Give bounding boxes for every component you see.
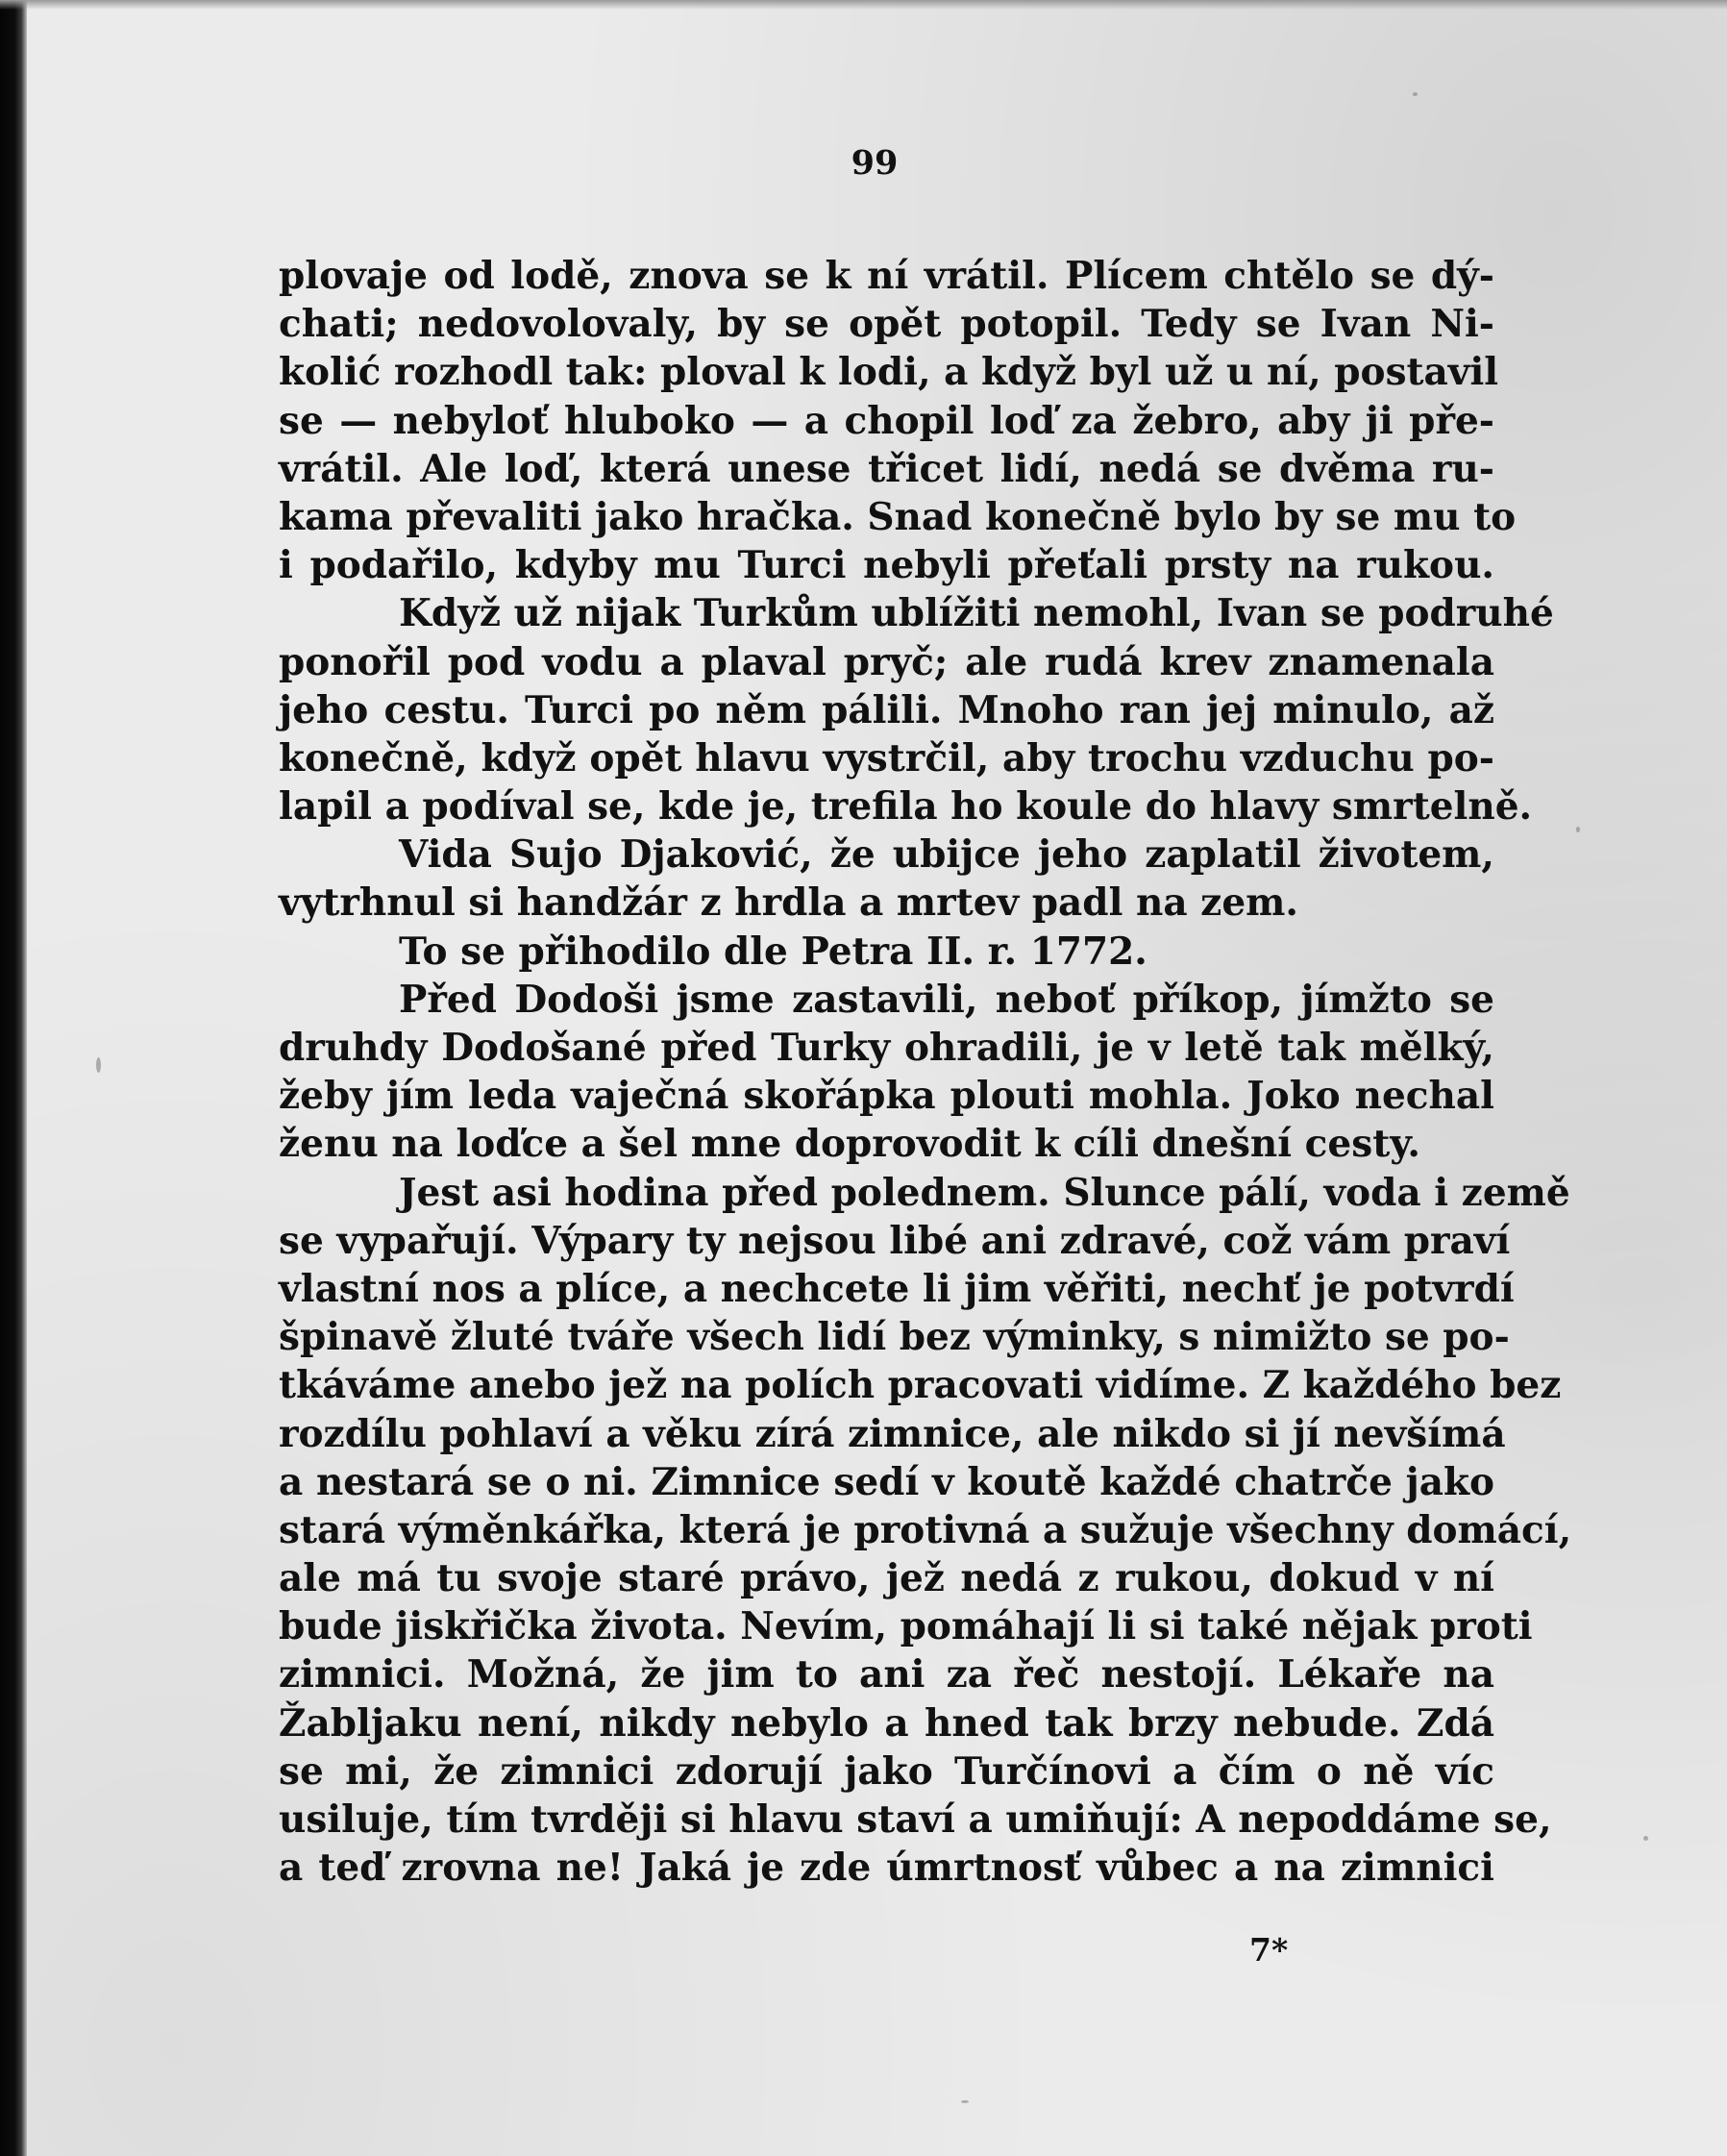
text-line: Jest asi hodina před polednem. Slunce pálí, voda i země bbox=[399, 1170, 1570, 1215]
text-line: chati; nedovolovaly, by se opět potopil. Tedy se Ivan Ni- bbox=[279, 302, 1494, 347]
text-line: Před Dodoši jsme zastavili, neboť příkop, jímžto se bbox=[399, 977, 1494, 1022]
text-line: ponořil pod vodu a plaval pryč; ale rudá krev znamenala bbox=[279, 639, 1494, 684]
text-line: žeby jím leda vaječná skořápka plouti mohla. Joko nechal bbox=[279, 1074, 1494, 1119]
text-line: bude jiskřička života. Nevím, pomáhají li si také nějak proti bbox=[279, 1604, 1533, 1649]
text-line: i podařilo, kdyby mu Turci nebyli přeťali prsty na rukou. bbox=[279, 543, 1494, 588]
text-line: a nestará se o ni. Zimnice sedí v koutě každé chatrče jako bbox=[279, 1459, 1494, 1504]
text-line: usiluje, tím tvrději si hlavu staví a umiňují: A nepoddáme se, bbox=[279, 1797, 1552, 1842]
scan-speck bbox=[961, 2100, 969, 2103]
page-number: 99 bbox=[851, 143, 899, 183]
text-line: vytrhnul si handžár z hrdla a mrtev padl na zem. bbox=[279, 880, 1298, 926]
text-line: plovaje od lodě, znova se k ní vrátil. Plícem chtělo se dý- bbox=[279, 254, 1494, 298]
text-line: ale má tu svoje staré právo, jež nedá z rukou, dokud v ní bbox=[279, 1556, 1494, 1601]
text-line: ženu na loďce a šel mne doprovodit k cíli dnešní cesty. bbox=[279, 1122, 1420, 1167]
text-line: kama převaliti jako hračka. Snad konečně bylo by se mu to bbox=[279, 494, 1517, 539]
scan-speck bbox=[1643, 1836, 1648, 1841]
text-line: To se přihodilo dle Petra II. r. 1772. bbox=[399, 929, 1147, 974]
text-line: vrátil. Ale loď, která unese třicet lidí, nedá se dvěma ru- bbox=[279, 446, 1494, 491]
page-top-shadow bbox=[0, 0, 1727, 10]
text-line: se mi, že zimnici zdorují jako Turčínovi a čím o ně víc bbox=[279, 1748, 1494, 1794]
text-line: konečně, když opět hlavu vystrčil, aby trochu vzduchu po- bbox=[279, 735, 1494, 781]
text-line: se — nebyloť hluboko — a chopil loď za žebro, aby ji pře- bbox=[279, 398, 1494, 443]
text-line: jeho cestu. Turci po něm pálili. Mnoho ran jej minulo, až bbox=[279, 687, 1494, 732]
scan-speck bbox=[1576, 827, 1580, 832]
page-binding-shadow bbox=[0, 0, 27, 2156]
text-line: a teď zrovna ne! Jaká je zde úmrtnosť vůbec a na zimnici bbox=[279, 1846, 1494, 1891]
text-line: Vida Sujo Djaković, že ubijce jeho zaplatil životem, bbox=[399, 832, 1494, 878]
text-line: se vypařují. Výpary ty nejsou libé ani zdravé, což vám praví bbox=[279, 1218, 1511, 1263]
text-line: lapil a podíval se, kde je, trefila ho koule do hlavy smrtelně. bbox=[279, 784, 1533, 830]
text-line: stará výměnkářka, která je protivná a sužuje všechny domácí, bbox=[279, 1507, 1572, 1552]
text-line: špinavě žluté tváře všech lidí bez výminky, s nimižto se po- bbox=[279, 1315, 1510, 1360]
text-line: druhdy Dodošané před Turky ohradili, je v letě tak mělký, bbox=[279, 1026, 1494, 1070]
text-line: rozdílu pohlaví a věku zírá zimnice, ale nikdo si jí nevšímá bbox=[279, 1411, 1506, 1456]
text-line: tkáváme anebo jež na polích pracovati vidíme. Z každého bez bbox=[279, 1363, 1562, 1408]
signature-mark: 7* bbox=[1249, 1931, 1289, 1969]
text-line: Žabljaku není, nikdy nebylo a hned tak brzy nebude. Zdá bbox=[279, 1700, 1494, 1746]
body-text bbox=[279, 252, 1572, 1892]
text-line: kolić rozhodl tak: ploval k lodi, a když byl už u ní, postavil bbox=[279, 350, 1499, 395]
scan-speck bbox=[96, 1057, 101, 1073]
text-line: vlastní nos a plíce, a nechcete li jim věřiti, nechť je potvrdí bbox=[279, 1266, 1515, 1311]
text-line: zimnici. Možná, že jim to ani za řeč nestojí. Lékaře na bbox=[279, 1652, 1494, 1698]
text-line: Když už nijak Turkům ublížiti nemohl, Ivan se podruhé bbox=[399, 591, 1554, 636]
scan-speck bbox=[1413, 92, 1418, 96]
